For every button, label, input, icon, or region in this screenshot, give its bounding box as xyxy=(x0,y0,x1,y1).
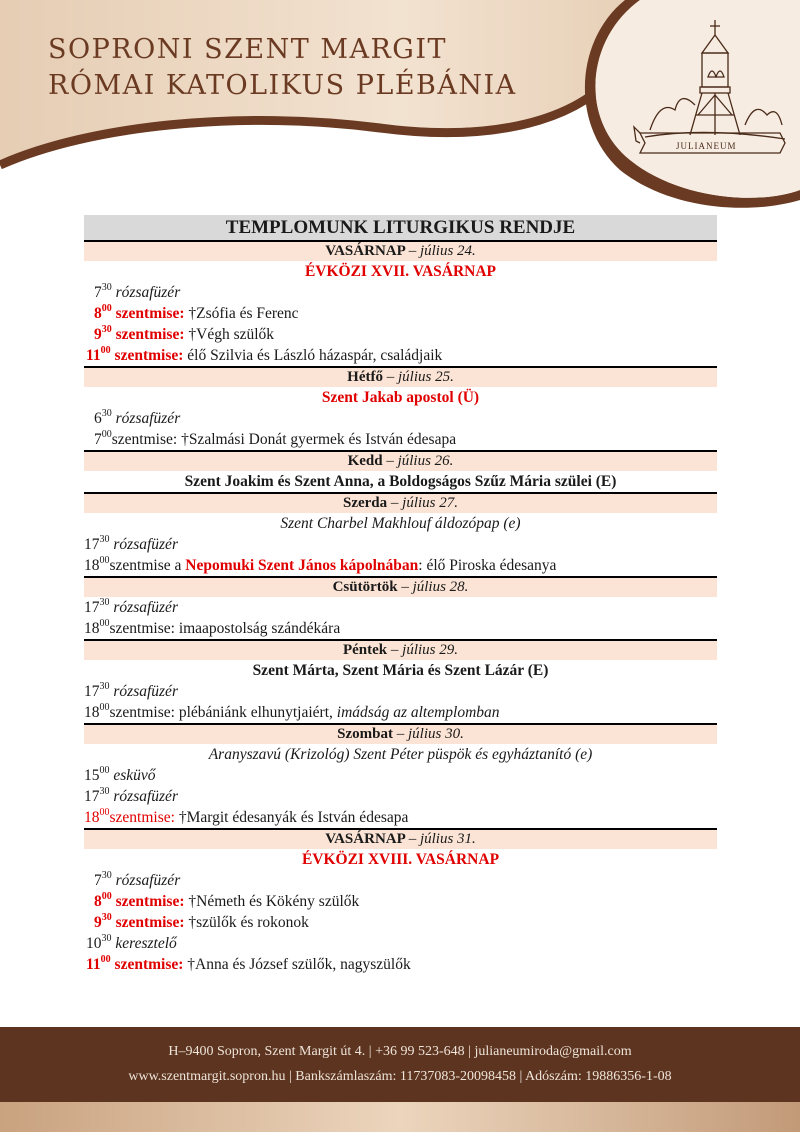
day-header-sunday-31: VASÁRNAP – július 31. xyxy=(84,828,717,849)
list-item: $7^{30}$ rózsafüzér xyxy=(94,281,181,301)
list-item: $11^{00}$ szentmise: élő Szilvia és László házaspár, családjaik xyxy=(86,344,443,364)
list-item: $7^{30}$ rózsafüzér xyxy=(94,869,181,889)
list-item: $15^{00}$ esküvő xyxy=(84,764,156,784)
day-header-thursday: Csütörtök – július 28. xyxy=(84,576,717,597)
list-item: $7^{00}szentmise$: †Szalmási Donát gyermek és István édesapa xyxy=(94,428,457,448)
list-item: $18^{00}szentmise$ a Nepomuki Szent János kápolnában: élő Piroska édesanya xyxy=(84,554,557,574)
list-item: $18^{00}szentmise$: plébániánk elhunytjaiért, imádság az altemplomban xyxy=(84,701,500,721)
list-item: $9^{30}$ szentmise: †szülők és rokonok xyxy=(94,911,309,931)
list-item: $17^{30}$ rózsafüzér xyxy=(84,680,178,700)
day-header-wednesday: Szerda – július 27. xyxy=(84,492,717,513)
list-item: $11^{00}$ szentmise: †Anna és József szülők, nagyszülők xyxy=(86,953,411,973)
title-line-2: RÓMAI KATOLIKUS PLÉBÁNIA xyxy=(48,70,517,101)
footer-contact-line: H–9400 Sopron, Szent Margit út 4. | +36 99 523-648 | julianeumiroda@gmail.com xyxy=(168,1044,632,1059)
list-item: $17^{30}$ rózsafüzér xyxy=(84,785,178,805)
day-header-tuesday: Kedd – július 26. xyxy=(84,450,717,471)
feast-monday: Szent Jakab apostol (Ü) xyxy=(321,389,480,406)
list-item: $17^{30}$ rózsafüzér xyxy=(84,533,178,553)
list-item: $8^{00}$ szentmise: †Zsófia és Ferenc xyxy=(94,302,299,322)
list-item: $18^{00}szentmise$: †Margit édesanyák és István édesapa xyxy=(84,806,409,826)
title-line-1: SOPRONI SZENT MARGIT xyxy=(48,34,448,65)
feast-saturday: Aranyszavú (Krizológ) Szent Péter püspök és egyháztanító (e) xyxy=(208,746,593,763)
footer xyxy=(0,1027,800,1102)
list-item: $9^{30}$ szentmise: †Végh szülők xyxy=(94,323,275,343)
feast-sunday-31: ÉVKÖZI XVIII. VASÁRNAP xyxy=(301,851,500,868)
logo-banner-text: JULIANEUM xyxy=(676,141,737,151)
footer-web-bank-line: www.szentmargit.sopron.hu | Bankszámlaszám: 11737083-20098458 | Adószám: 19886356-1-08 xyxy=(128,1069,672,1084)
list-item: $18^{00}szentmise$: imaapostolság szándékára xyxy=(84,617,341,637)
feast-wednesday: Szent Charbel Makhlouf áldozópap (e) xyxy=(280,515,521,532)
list-item: $8^{00}$ szentmise: †Németh és Kökény szülők xyxy=(94,890,360,910)
feast-friday: Szent Márta, Szent Mária és Szent Lázár (E) xyxy=(252,662,549,679)
feast-sunday-24: ÉVKÖZI XVII. VASÁRNAP xyxy=(304,263,497,280)
day-header-sunday-24: VASÁRNAP – július 24. xyxy=(84,240,717,261)
liturgical-schedule xyxy=(84,215,717,975)
schedule-title: TEMPLOMUNK LITURGIKUS RENDJE xyxy=(84,215,717,240)
day-header-friday: Péntek – július 29. xyxy=(84,639,717,660)
list-item: $17^{30}$ rózsafüzér xyxy=(84,596,178,616)
day-header-saturday: Szombat – július 30. xyxy=(84,723,717,744)
list-item: $6^{30}$ rózsafüzér xyxy=(94,407,181,427)
list-item: $10^{30}$ keresztelő xyxy=(86,932,177,952)
bell-tower-logo xyxy=(630,15,790,175)
day-header-monday: Hétfő – július 25. xyxy=(84,366,717,387)
feast-tuesday: Szent Joakim és Szent Anna, a Boldogságos Szűz Mária szülei (E) xyxy=(184,473,617,490)
bottom-decorative-strip xyxy=(0,1102,800,1132)
parish-title xyxy=(48,32,517,104)
